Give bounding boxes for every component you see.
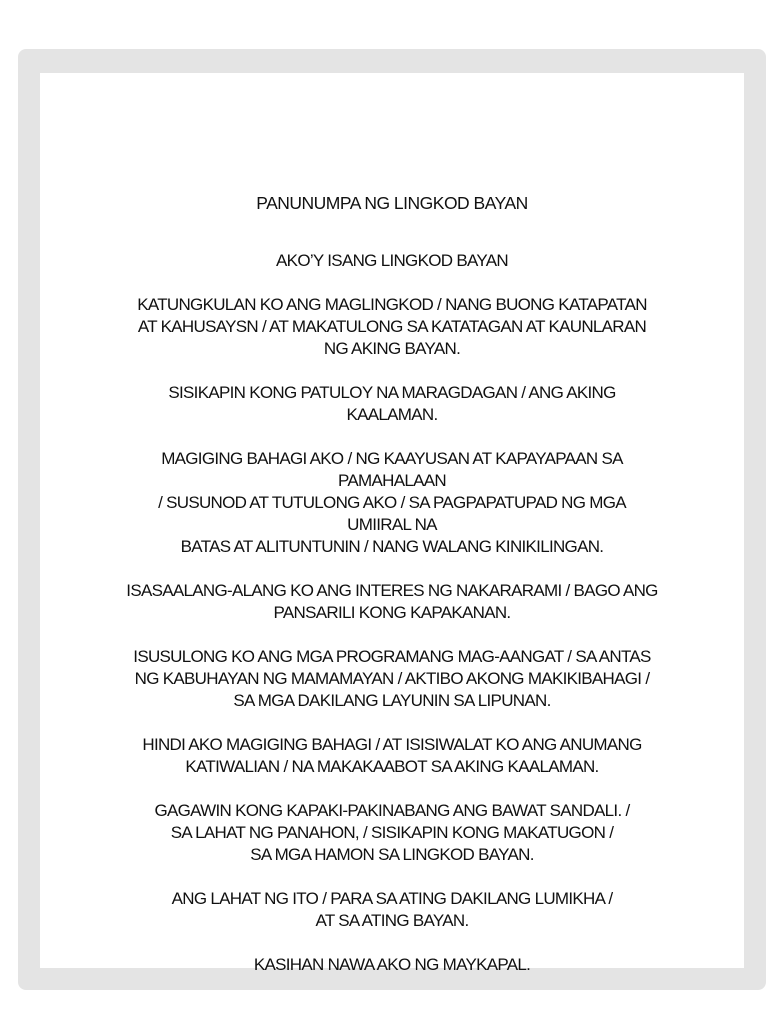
oath-paragraph xyxy=(40,382,744,426)
oath-line: SA MGA DAKILANG LAYUNIN SA LIPUNAN. xyxy=(233,691,551,710)
oath-line: NG KABUHAYAN NG MAMAMAYAN / AKTIBO AKONG MAKIKIBAHAGI / xyxy=(134,669,650,688)
oath-paragraph xyxy=(40,646,744,712)
oath-paragraph xyxy=(40,734,744,778)
oath-line: PAMAHALAAN xyxy=(338,471,446,490)
oath-line: AT KAHUSAYSN / AT MAKATULONG SA KATATAGAN AT KAUNLARAN xyxy=(137,317,647,336)
oath-paragraph xyxy=(40,580,744,624)
document-frame xyxy=(18,49,766,990)
oath-line: MAGIGING BAHAGI AKO / NG KAAYUSAN AT KAPAYAPAAN SA xyxy=(161,449,623,468)
oath-paragraph xyxy=(40,800,744,866)
document-content xyxy=(40,192,744,998)
oath-line: AKO’Y ISANG LINGKOD BAYAN xyxy=(276,251,508,270)
oath-line: KASIHAN NAWA AKO NG MAYKAPAL. xyxy=(253,955,531,974)
oath-line: ISUSULONG KO ANG MGA PROGRAMANG MAG-AANGAT / SA ANTAS xyxy=(133,647,651,666)
oath-paragraph xyxy=(40,954,744,976)
oath-line: KATIWALIAN / NA MAKAKAABOT SA AKING KAALAMAN. xyxy=(185,757,599,776)
oath-line: ANG LAHAT NG ITO / PARA SA ATING DAKILANG LUMIKHA / xyxy=(171,889,613,908)
document-title: PANUNUMPA NG LINGKOD BAYAN xyxy=(256,193,528,213)
oath-line: SA LAHAT NG PANAHON, / SISIKAPIN KONG MAKATUGON / xyxy=(170,823,614,842)
oath-line: / SUSUNOD AT TUTULONG AKO / SA PAGPAPATUPAD NG MGA xyxy=(158,493,626,512)
oath-line: UMIIRAL NA xyxy=(347,515,437,534)
oath-paragraph xyxy=(40,250,744,272)
oath-paragraph xyxy=(40,448,744,558)
oath-paragraph xyxy=(40,294,744,360)
oath-line: HINDI AKO MAGIGING BAHAGI / AT ISISIWALAT KO ANG ANUMANG xyxy=(142,735,642,754)
oath-line: SA MGA HAMON SA LINGKOD BAYAN. xyxy=(250,845,534,864)
oath-line: KATUNGKULAN KO ANG MAGLINGKOD / NANG BUONG KATAPATAN xyxy=(137,295,647,314)
oath-line: KAALAMAN. xyxy=(346,405,438,424)
oath-line: BATAS AT ALITUNTUNIN / NANG WALANG KINIKILINGAN. xyxy=(180,537,604,556)
oath-line: NG AKING BAYAN. xyxy=(323,339,461,358)
oath-line: AT SA ATING BAYAN. xyxy=(315,911,469,930)
oath-line: GAGAWIN KONG KAPAKI-PAKINABANG ANG BAWAT SANDALI. / xyxy=(154,801,630,820)
document-page xyxy=(40,73,744,974)
oath-line: ISASAALANG-ALANG KO ANG INTERES NG NAKARARAMI / BAGO ANG xyxy=(126,581,658,600)
oath-paragraph xyxy=(40,888,744,932)
oath-line: SISIKAPIN KONG PATULOY NA MARAGDAGAN / ANG AKING xyxy=(168,383,616,402)
oath-line: PANSARILI KONG KAPAKANAN. xyxy=(273,603,511,622)
